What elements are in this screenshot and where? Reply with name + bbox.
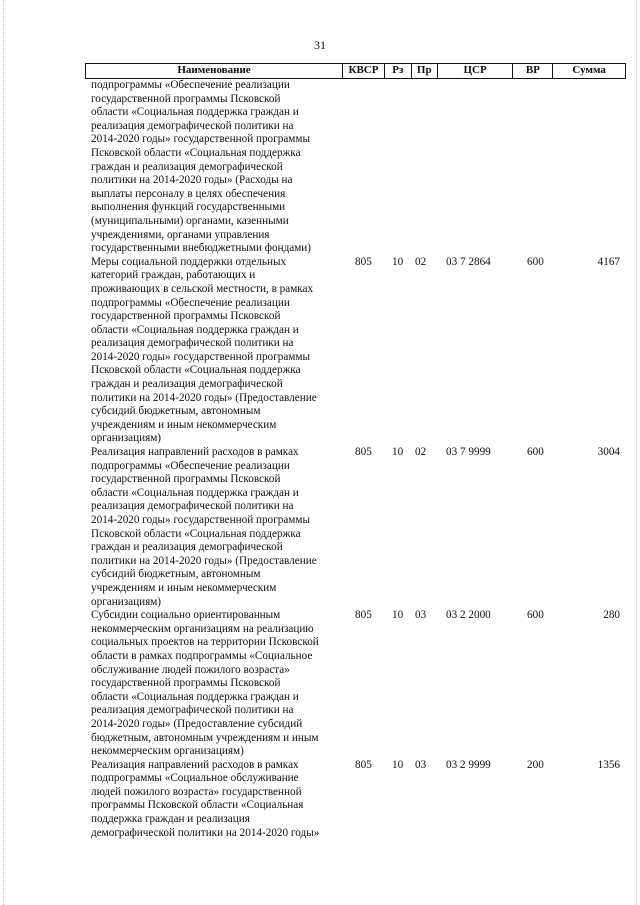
row-rz-cell <box>385 79 412 256</box>
header-vr: ВР <box>513 64 553 78</box>
row-name-line: проживающих в сельской местности, в рамках <box>91 282 314 295</box>
row-vr-cell <box>514 79 554 256</box>
row-name-line: области «Социальная поддержка граждан и <box>91 690 299 703</box>
row-csr-cell: 03 7 9999 <box>446 446 491 459</box>
row-rz-cell: 10 <box>392 446 404 459</box>
row-name-line: категорий граждан, работающих и <box>91 269 256 282</box>
row-name-line: обслуживание людей пожилого возраста» <box>91 663 290 676</box>
row-name-line: подпрограммы «Обеспечение реализации <box>91 79 290 91</box>
row-name-line: учреждениями, органами управления <box>91 228 270 241</box>
row-pr-cell <box>412 79 438 256</box>
row-name-line: субсидий бюджетным, автономным <box>91 405 261 418</box>
row-name-line: подпрограммы «Социальное обслуживание <box>91 772 299 785</box>
row-name-line: Псковской области «Социальная поддержка <box>91 364 301 377</box>
row-csr-cell: 03 7 2864 <box>446 255 491 268</box>
row-name-line: некоммерческим организациям) <box>91 745 244 758</box>
row-name-line: (муниципальными) органами, казенными <box>91 214 289 227</box>
row-kvsr-cell <box>343 79 385 256</box>
row-name-line: государственной программы Псковской <box>91 677 281 690</box>
page-right-edge <box>636 0 638 905</box>
row-name-line: подпрограммы «Обеспечение реализации <box>91 459 290 472</box>
row-name-line: Псковской области «Социальная поддержка <box>91 527 301 540</box>
row-name-line: выполнения функций государственными <box>91 201 286 214</box>
row-name-line: организациям) <box>91 595 162 608</box>
row-name-line: государственными внебюджетными фондами) <box>91 242 312 255</box>
page-number: 31 <box>314 38 326 52</box>
table-row <box>85 79 626 256</box>
row-name-line: государственной программы Псковской <box>91 92 281 105</box>
row-name-line: учреждениям и иным некоммерческим <box>91 581 277 594</box>
row-kvsr-cell: 805 <box>355 758 372 771</box>
row-name-line: организациям) <box>91 432 162 445</box>
row-kvsr-cell: 805 <box>355 446 372 459</box>
row-name-line: Реализация направлений расходов в рамках <box>91 758 299 771</box>
page-left-edge <box>3 0 5 905</box>
row-name-cell <box>85 609 343 759</box>
row-name-line: 2014-2020 годы» (Предоставление субсидий <box>91 717 303 730</box>
row-name-cell <box>85 256 343 446</box>
row-name-line: политики на 2014-2020 годы» (Предоставление <box>91 554 317 567</box>
row-pr-cell: 03 <box>415 758 427 771</box>
row-name-line: Реализация направлений расходов в рамках <box>91 446 299 459</box>
row-name-cell <box>85 446 343 609</box>
row-name-line: реализация демографической политики на <box>91 704 294 717</box>
row-vr-cell: 600 <box>527 609 544 622</box>
row-rz-cell: 10 <box>392 758 404 771</box>
row-name-line: поддержка граждан и реализация <box>91 813 250 826</box>
table-row <box>85 256 626 446</box>
row-name-line: Псковской области «Социальная поддержка <box>91 146 301 159</box>
row-name-line: политики на 2014-2020 годы» (Предоставление <box>91 391 317 404</box>
row-sum-cell <box>554 79 626 256</box>
row-name-cell <box>85 79 343 256</box>
header-rz: Рз <box>385 64 412 78</box>
row-sum-cell: 4167 <box>597 255 620 268</box>
row-vr-cell: 600 <box>527 255 544 268</box>
row-name-line: государственной программы Псковской <box>91 310 281 323</box>
row-pr-cell: 02 <box>415 255 427 268</box>
row-name-cell <box>85 759 343 841</box>
row-name-line: области «Социальная поддержка граждан и <box>91 486 299 499</box>
header-csr: ЦСР <box>438 64 514 78</box>
row-name-line: 2014-2020 годы» государственной программы <box>91 133 310 146</box>
row-name-line: государственной программы Псковской <box>91 473 281 486</box>
header-kvsr: КВСР <box>343 64 385 78</box>
row-csr-cell: 03 2 2000 <box>446 609 491 622</box>
budget-table <box>85 63 626 840</box>
row-kvsr-cell: 805 <box>355 255 372 268</box>
table-header <box>85 63 626 79</box>
row-name-line: области «Социальная поддержка граждан и <box>91 106 299 119</box>
header-sum: Сумма <box>572 64 606 76</box>
row-name-line: бюджетным, автономным учреждениям и иным <box>91 731 319 744</box>
row-name-line: демографической политики на 2014-2020 годы» <box>91 826 320 839</box>
row-sum-cell: 1356 <box>597 758 620 771</box>
row-name-line: политики на 2014-2020 годы» (Расходы на <box>91 174 293 187</box>
row-name-line: Субсидии социально ориентированным <box>91 609 281 622</box>
row-name-line: реализация демографической политики на <box>91 337 294 350</box>
row-name-line: социальных проектов на территории Псковской <box>91 636 319 649</box>
row-name-line: выплаты персоналу в целях обеспечения <box>91 187 286 200</box>
row-name-line: граждан и реализация демографической <box>91 541 283 554</box>
row-name-line: учреждениям и иным некоммерческим <box>91 418 277 431</box>
row-vr-cell: 200 <box>527 758 544 771</box>
row-name-line: программы Псковской области «Социальная <box>91 799 304 812</box>
row-name-line: граждан и реализация демографической <box>91 160 283 173</box>
row-pr-cell: 03 <box>415 609 427 622</box>
row-name-line: подпрограммы «Обеспечение реализации <box>91 296 290 309</box>
row-name-line: субсидий бюджетным, автономным <box>91 568 261 581</box>
row-name-line: области в рамках подпрограммы «Социальное <box>91 649 313 662</box>
header-pr: Пр <box>412 64 438 78</box>
table-row <box>85 446 626 609</box>
row-name-line: реализация демографической политики на <box>91 119 294 132</box>
row-name-line: Меры социальной поддержки отдельных <box>91 255 287 268</box>
row-name-line: некоммерческим организациям на реализацию <box>91 622 314 635</box>
table-row <box>85 609 626 759</box>
row-sum-cell: 3004 <box>597 446 620 459</box>
header-name: Наименование <box>86 64 343 78</box>
row-name-line: людей пожилого возраста» государственной <box>91 785 302 798</box>
row-name-line: граждан и реализация демографической <box>91 378 283 391</box>
table-body <box>85 79 626 840</box>
row-rz-cell: 10 <box>392 255 404 268</box>
row-pr-cell: 02 <box>415 446 427 459</box>
row-name-line: области «Социальная поддержка граждан и <box>91 323 299 336</box>
row-rz-cell: 10 <box>392 609 404 622</box>
row-vr-cell: 600 <box>527 446 544 459</box>
row-csr-cell <box>438 79 514 256</box>
table-row <box>85 759 626 841</box>
row-csr-cell: 03 2 9999 <box>446 758 491 771</box>
row-name-line: 2014-2020 годы» государственной программы <box>91 350 310 363</box>
row-name-line: 2014-2020 годы» государственной программы <box>91 514 310 526</box>
row-kvsr-cell: 805 <box>355 609 372 622</box>
row-name-line: реализация демографической политики на <box>91 500 294 513</box>
row-sum-cell: 280 <box>603 609 620 622</box>
